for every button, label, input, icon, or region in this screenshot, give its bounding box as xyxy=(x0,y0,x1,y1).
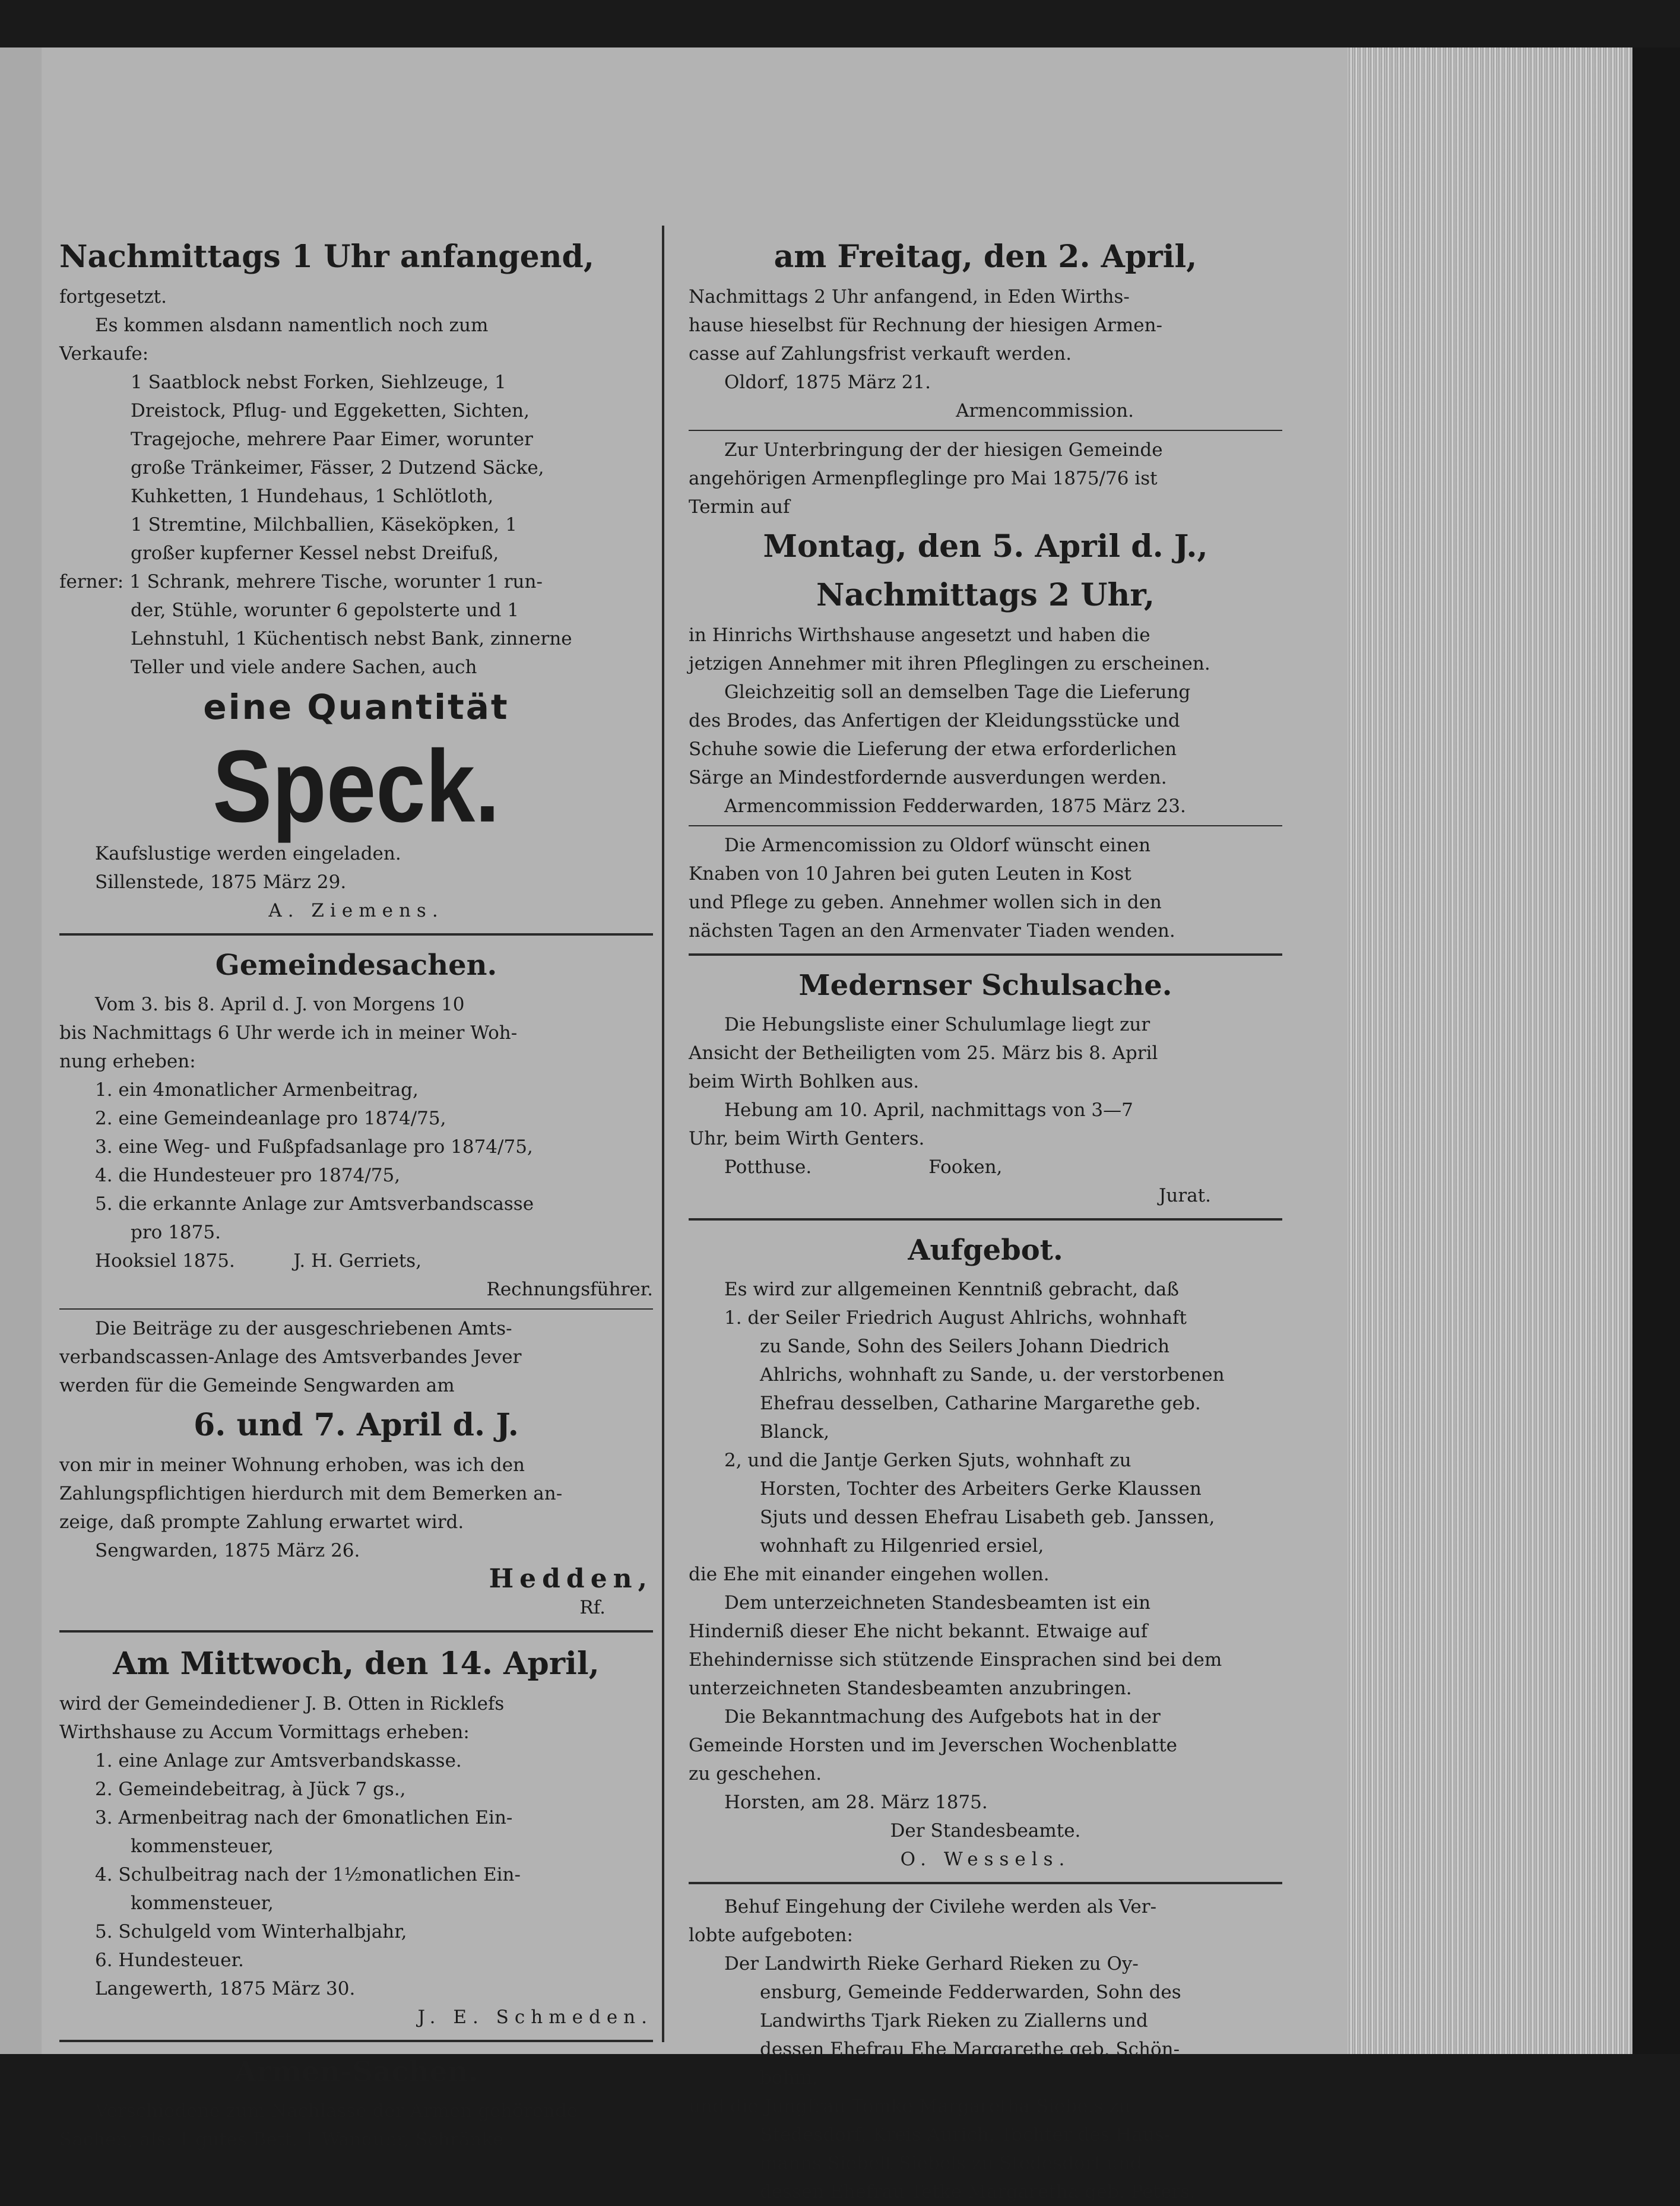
section-heading: Armen-Sachen. xyxy=(234,2055,478,2088)
text-line: Zur Unterbringung der der hiesigen Gemeinde xyxy=(724,439,1163,461)
list-item: zu Sande, Sohn des Seilers Johann Diedrich xyxy=(760,1336,1170,1357)
signature-title: Jurat. xyxy=(1158,1185,1211,1206)
list-item: pro 1875. xyxy=(131,1222,221,1243)
section-rule xyxy=(689,430,1282,431)
list-item: 2. Gemeindebeitrag, à Jück 7 gs., xyxy=(95,1779,406,1800)
text-line: der, Stühle, worunter 6 gepolsterte und 1 xyxy=(131,600,519,621)
list-item: 1. ein 4monatlicher Armenbeitrag, xyxy=(95,1079,419,1101)
section-rule xyxy=(59,1630,653,1633)
text-line: und die Jungfrau Tomke Margaretha Siebels zu xyxy=(689,2096,1131,2117)
text-line: bohm, xyxy=(760,2067,818,2088)
section-heading: Medernser Schulsache. xyxy=(798,969,1172,1002)
text-line: nung erheben: xyxy=(59,1051,196,1072)
text-line: ensburg, Gemeinde Fedderwarden, Sohn des xyxy=(760,1982,1181,2003)
collection-notice xyxy=(59,1641,653,2031)
text-line: Ansicht der Betheiligten vom 25. März bis 8. April xyxy=(689,1042,1158,1064)
text-line: Uhr, beim Wirth Genters. xyxy=(689,1128,925,1149)
list-item: wohnhaft zu Hilgenried ersiel, xyxy=(760,1535,1044,1557)
text-line: dessen Ehefrau Ehe Margarethe geb. Schön- xyxy=(760,2039,1180,2060)
civil-marriage-notice xyxy=(689,1893,1282,2206)
list-item: 3. Armenbeitrag nach der 6monatlichen Ein- xyxy=(95,1807,513,1828)
text-line: Dreistock, Pflug- und Eggeketten, Sichten, xyxy=(131,400,530,421)
list-item: 1. eine Anlage zur Amtsverbandskasse. xyxy=(95,1750,462,1771)
text-line: Hinderniß dieser Ehe nicht bekannt. Etwaige auf xyxy=(689,1621,1148,1642)
text-line: wird der Gemeindediener J. B. Otten in Ricklefs xyxy=(59,1693,505,1714)
text-line: Teller und viele andere Sachen, auch xyxy=(131,657,477,678)
text-line: Gemeinde Horsten und im Jeverschen Wochenblatte xyxy=(689,1735,1178,1756)
sale-notice xyxy=(689,234,1282,425)
list-item: Ehefrau desselben, Catharine Margarethe geb. xyxy=(760,1393,1201,1414)
section-rule xyxy=(59,933,653,936)
list-item: 4. die Hundesteuer pro 1874/75, xyxy=(95,1165,401,1186)
section-rule xyxy=(689,1218,1282,1221)
text-line: 1 Stremtine, Milchballien, Käseköpken, 1 xyxy=(131,514,517,535)
text-line: Särge an Mindestfordernde ausverdungen werden. xyxy=(689,767,1167,788)
text-line: Lehnstuhl, 1 Küchentisch nebst Bank, zinnerne xyxy=(131,628,572,649)
text-line: fortgesetzt. xyxy=(59,286,167,308)
text-line: Nachmittags 2 Uhr anfangend, in Eden Wirths- xyxy=(689,286,1130,308)
notice-heading: Nachmittags 2 Uhr, xyxy=(816,577,1155,613)
signature: A. Ziemens. xyxy=(268,900,444,921)
text-line: Stedesdorf, Kreis Aurich, Tochter des Haus- xyxy=(760,2124,1171,2145)
contribution-notice xyxy=(59,1314,653,1622)
text-line: Tragejoche, mehrere Paar Eimer, worunter xyxy=(131,429,533,450)
text-line: Kaufslustige werden eingeladen. xyxy=(95,843,401,864)
notice-heading: Am Mittwoch, den 14. April, xyxy=(113,1646,600,1682)
signature: Armencommission. xyxy=(956,400,1134,421)
text-line: werden für die Gemeinde Sengwarden am xyxy=(59,1375,455,1396)
text-line: Hebung am 10. April, nachmittags von 3—7 xyxy=(724,1099,1133,1121)
text-line: bis Nachmittags 6 Uhr werde ich in meiner Woh- xyxy=(59,1022,518,1044)
signature: Hedden, xyxy=(489,1564,653,1594)
text-line: des Brodes, das Anfertigen der Kleidungsstücke und xyxy=(689,710,1180,731)
text-line: Zahlungspflichtigen hierdurch mit dem Bemerken an- xyxy=(59,1483,563,1504)
list-item: 2. eine Gemeindeanlage pro 1874/75, xyxy=(95,1108,446,1129)
list-item: Ahlrichs, wohnhaft zu Sande, u. der verstorbenen xyxy=(760,1364,1225,1386)
text-line: Der Landwirth Rieke Gerhard Rieken zu Oy- xyxy=(724,1953,1139,1974)
text-line: Die Beiträge zu der ausgeschriebenen Amts- xyxy=(95,1318,512,1339)
list-item: kommensteuer, xyxy=(131,1836,274,1857)
signature: J. E. Schmeden. xyxy=(417,2007,653,2028)
section-rule xyxy=(689,953,1282,956)
list-item: 5. Schulgeld vom Winterhalbjahr, xyxy=(95,1921,407,1942)
list-item: 6. Hundesteuer. xyxy=(95,1950,244,1971)
right-column xyxy=(689,232,1282,2206)
text-line: Die Bekanntmachung des Aufgebots hat in der xyxy=(724,1706,1161,1728)
text-line: Die Armencomission zu Oldorf wünscht einen xyxy=(724,835,1151,856)
section-rule xyxy=(689,825,1282,826)
text-line: Kuhketten, 1 Hundehaus, 1 Schlötloth, xyxy=(131,486,494,507)
text-line: Es wird zur allgemeinen Kenntniß gebracht, daß xyxy=(724,1279,1179,1300)
list-item: 5. die erkannte Anlage zur Amtsverbandscasse xyxy=(95,1193,534,1215)
signature-title: Rf. xyxy=(579,1597,606,1618)
text-line: lobte aufgeboten: xyxy=(689,1925,853,1946)
text-line: Termin auf xyxy=(689,496,790,518)
banns-notice xyxy=(689,1229,1282,1874)
page-stack-edge xyxy=(1348,47,1633,2054)
text-line: 1 Saatblock nebst Forken, Siehlzeuge, 1 xyxy=(131,372,506,393)
section-heading: Aufgebot. xyxy=(908,1234,1063,1267)
display-text: eine Quantität xyxy=(203,687,509,727)
text-line: unterzeichneten Standesbeamten anzubringen. xyxy=(689,1678,1132,1699)
text-line: Es kommen alsdann namentlich noch zum xyxy=(95,315,489,336)
municipal-notice xyxy=(59,944,653,1304)
text-line: Sachen, als: 1 gutes Bett, 1 Wanduhr, Schränke xyxy=(59,2129,504,2150)
text-line: dessen Ehefrau Tetke Margaretha geb. Peters. xyxy=(760,2181,1196,2202)
text-line: angehörigen Armenpfleglinge pro Mai 1875/76 ist xyxy=(689,468,1158,489)
text-line: jetzigen Annehmer mit ihren Pfleglingen zu erscheinen. xyxy=(689,653,1210,674)
list-item: 2, und die Jantje Gerken Sjuts, wohnhaft zu xyxy=(724,1450,1131,1471)
text-line: beim Wirth Bohlken aus. xyxy=(689,1071,920,1092)
list-item: Horsten, Tochter des Arbeiters Gerke Klaussen xyxy=(760,1478,1202,1500)
notice-heading: Nachmittags 1 Uhr anfangend, xyxy=(59,239,594,275)
text-line: Die Hebungsliste einer Schulumlage liegt zur xyxy=(724,1014,1150,1035)
auction-notice xyxy=(59,234,653,925)
text-line: Gleichzeitig soll an demselben Tage die Lieferung xyxy=(724,682,1191,703)
section-heading: Gemeindesachen. xyxy=(215,949,497,982)
text-line: Wirthshause zu Accum Vormittags erheben: xyxy=(59,1722,470,1743)
text-line: Schuhe sowie die Lieferung der etwa erforderlichen xyxy=(689,738,1177,760)
signature: O. Wessels. xyxy=(900,1849,1071,1870)
section-rule xyxy=(59,2040,653,2042)
signature-title: Rechnungsführer. xyxy=(486,1279,653,1300)
notice-heading: am Freitag, den 2. April, xyxy=(774,239,1197,275)
text-line: Potthuse. Fooken, xyxy=(724,1156,1003,1178)
text-line: die Ehe mit einander eingehen wollen. xyxy=(689,1564,1050,1585)
text-line: zeige, daß prompte Zahlung erwartet wird. xyxy=(59,1511,464,1533)
list-item: 4. Schulbeitrag nach der 1½monatlichen Ein- xyxy=(95,1864,521,1885)
text-line: Sillenstede, 1875 März 29. xyxy=(95,871,347,893)
list-item: Blanck, xyxy=(760,1421,830,1443)
text-line: Vom 3. bis 8. April d. J. von Morgens 10 xyxy=(95,994,465,1015)
text-line: ferner: 1 Schrank, mehrere Tische, worunter 1 run- xyxy=(59,571,543,592)
text-line: in Hinrichs Wirthshause angesetzt und haben die xyxy=(689,625,1150,646)
text-line: verbandscassen-Anlage des Amtsverbandes Jever xyxy=(59,1346,522,1368)
display-text-large: Speck. xyxy=(213,728,500,844)
text-line: Knaben von 10 Jahren bei guten Leuten in Kost xyxy=(689,863,1131,885)
notice-heading: 6. und 7. April d. J. xyxy=(194,1407,519,1443)
text-line: Oldorf, 1875 März 21. xyxy=(724,372,931,393)
school-notice xyxy=(689,964,1282,1210)
text-line: casse auf Zahlungsfrist verkauft werden. xyxy=(689,343,1072,365)
signature-title: Der Standesbeamte. xyxy=(890,1820,1081,1841)
text-line: großer kupferner Kessel nebst Dreifuß, xyxy=(131,543,499,564)
list-item: Sjuts und dessen Ehefrau Lisabeth geb. Janssen, xyxy=(760,1507,1215,1528)
list-item: kommensteuer, xyxy=(131,1893,274,1914)
list-item: 3. eine Weg- und Fußpfadsanlage pro 1874/75, xyxy=(95,1136,533,1158)
foster-care-notice xyxy=(689,436,1282,820)
text-line: Dem unterzeichneten Standesbeamten ist ein xyxy=(724,1592,1151,1614)
left-column xyxy=(59,232,653,2154)
text-line: Hooksiel 1875. J. H. Gerriets, xyxy=(95,1250,422,1272)
text-line: zu geschehen. xyxy=(689,1763,822,1785)
text-line: und Pflege zu geben. Annehmer wollen sich in den xyxy=(689,892,1162,913)
list-item: 1. der Seiler Friedrich August Ahlrichs, wohnhaft xyxy=(724,1307,1187,1329)
text-line: Sengwarden, 1875 März 26. xyxy=(95,1540,360,1561)
column-divider xyxy=(662,226,664,2042)
text-line: Ehehindernisse sich stützende Einsprachen sind bei dem xyxy=(689,1649,1222,1671)
text-line: von mir in meiner Wohnung erhoben, was ich den xyxy=(59,1454,525,1476)
notice-heading: Montag, den 5. April d. J., xyxy=(763,528,1208,565)
text-line: nächsten Tagen an den Armenvater Tiaden wenden. xyxy=(689,920,1175,942)
section-rule xyxy=(59,1308,653,1310)
signature: Armencommission Fedderwarden, 1875 März 23. xyxy=(724,795,1186,817)
text-line: Behuf Eingehung der Civilehe werden als Ver- xyxy=(724,1896,1157,1917)
book-cover-edge xyxy=(1633,47,1680,2054)
text-line: Langewerth, 1875 März 30. xyxy=(95,1978,356,1999)
text-line: Landwirths Tjark Rieken zu Ziallerns und xyxy=(760,2010,1148,2031)
text-line: Verkaufe: xyxy=(59,343,149,365)
text-line: Horsten, am 28. März 1875. xyxy=(724,1792,988,1813)
boy-placement-notice xyxy=(689,831,1282,945)
text-line: hause hieselbst für Rechnung der hiesigen Armen- xyxy=(689,315,1163,336)
left-page-edge xyxy=(0,47,42,2054)
section-rule xyxy=(689,1882,1282,1884)
newspaper-page xyxy=(42,47,1348,2202)
text-line: Verschiedene zum Nachlasse der Armen gehörende xyxy=(95,2100,578,2122)
poor-relief-notice xyxy=(59,2050,653,2154)
text-line: große Tränkeimer, Fässer, 2 Dutzend Säcke, xyxy=(131,457,544,478)
text-line: manns Siebelt Siebels zu Stedesdorf und xyxy=(760,2153,1142,2174)
